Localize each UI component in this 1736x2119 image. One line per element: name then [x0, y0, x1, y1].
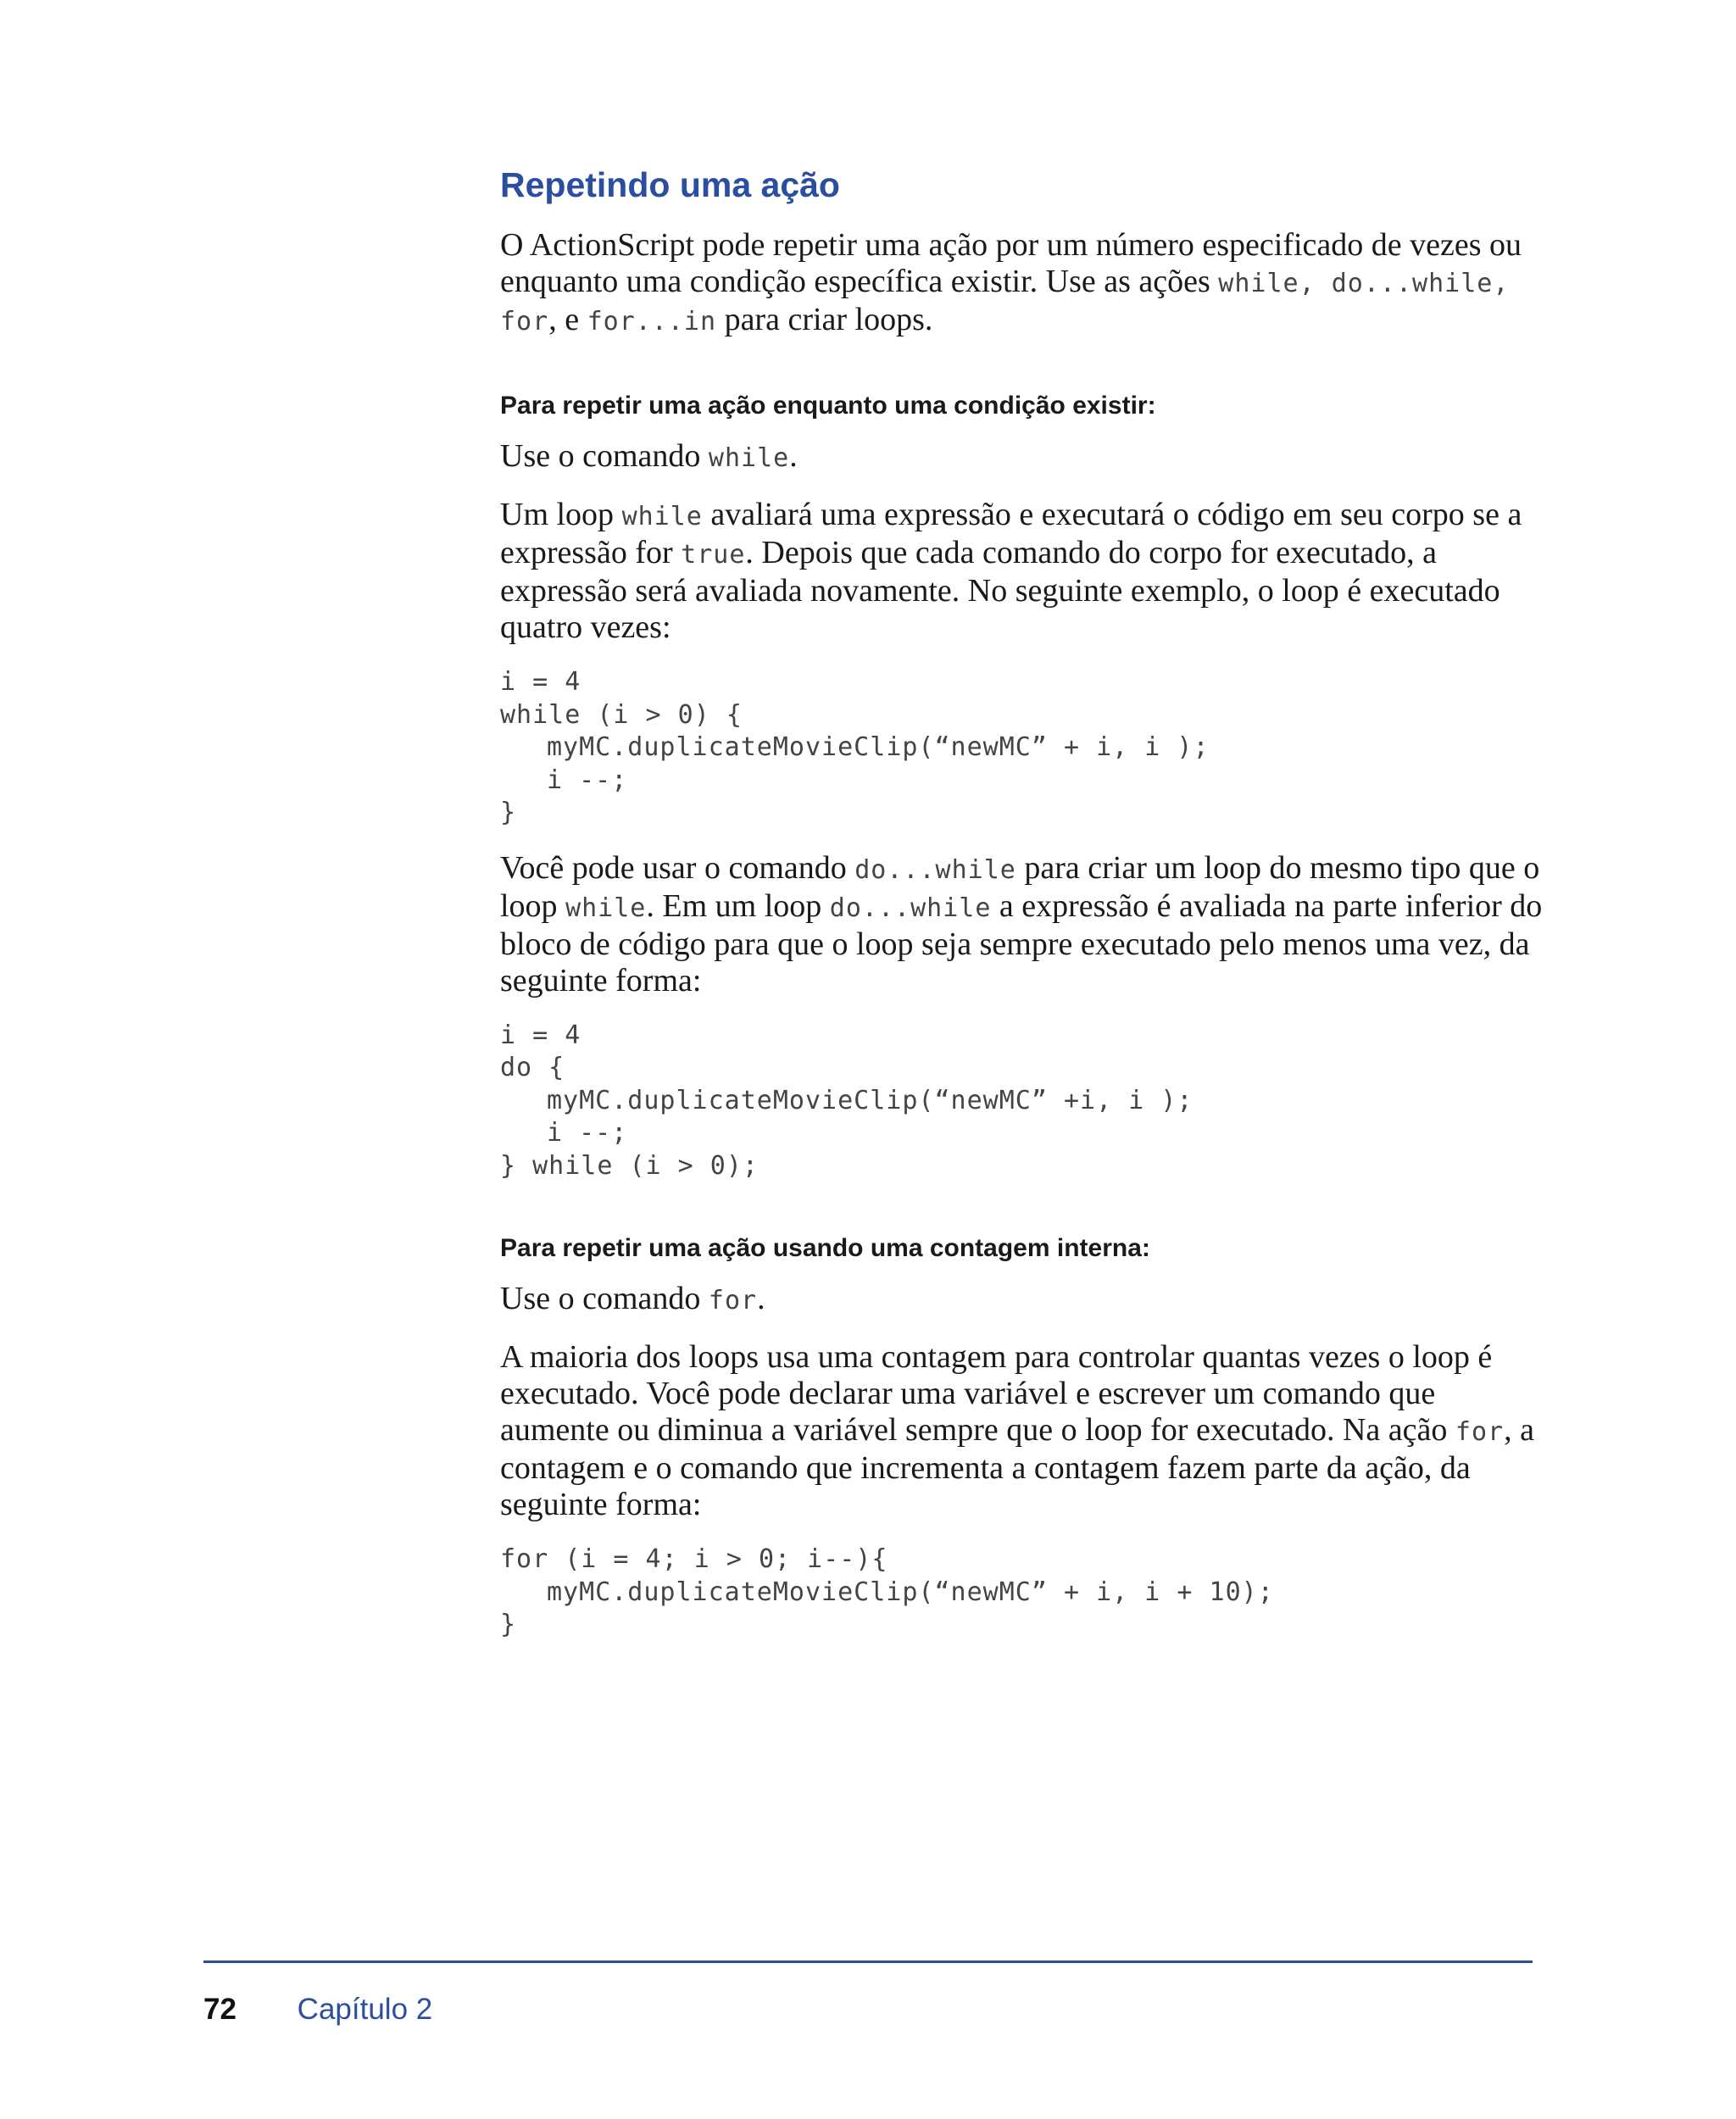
text-run: . [789, 438, 798, 474]
while-description [500, 497, 1544, 646]
text-run: A maioria dos loops usa uma contagem para controlar quantas vezes o loop é executado. Você pode declarar uma variável e escrever um comando que aumente ou diminua a variável sempre que o loop for executado. Na ação [500, 1339, 1493, 1448]
text-run: Use o comando [500, 1281, 709, 1316]
code-line: do { [500, 1053, 565, 1082]
while-code-block [500, 666, 1544, 830]
code-line: myMC.duplicateMovieClip(“newMC” +i, i ); [547, 1085, 1194, 1115]
page-footer [203, 1990, 432, 2029]
page-number: 72 [203, 1993, 236, 2026]
code-line: i = 4 [500, 1020, 581, 1050]
while-heading: Para repetir uma ação enquanto uma condição existir: [500, 392, 1156, 420]
dowhile-description [500, 850, 1544, 999]
inline-code: true [681, 540, 746, 570]
footer-divider [203, 1960, 1533, 1963]
code-line: i = 4 [500, 667, 581, 697]
inline-code: for [708, 1286, 758, 1315]
code-line: for (i = 4; i > 0; i--){ [500, 1544, 888, 1574]
section-title: Repetindo uma ação [500, 165, 840, 204]
text-run: O ActionScript pode repetir uma ação por um número especificado de vezes ou enquanto uma condição específica existir. Use as ações [500, 227, 1522, 299]
inline-code: for [1455, 1417, 1505, 1447]
page-content [500, 161, 1544, 1662]
inline-code: do...while [854, 854, 1016, 885]
for-code-block [500, 1543, 1544, 1642]
text-run: Um loop [500, 497, 622, 532]
text-run: para criar um loop do mesmo tipo que o loop [500, 849, 1540, 924]
text-run: Use o comando [500, 438, 709, 474]
text-run: para criar loops. [716, 302, 933, 337]
inline-code: while, do...while, for [500, 269, 1510, 336]
inline-code: while [708, 443, 790, 473]
code-line: } [500, 1610, 517, 1639]
chapter-label: Capítulo 2 [297, 1993, 433, 2026]
for-use-line [500, 1281, 1544, 1319]
code-line: i --; [547, 1118, 628, 1148]
dowhile-code-block [500, 1020, 1544, 1183]
inline-code: while [565, 893, 647, 923]
text-run: Você pode usar o comando [500, 849, 855, 886]
intro-paragraph [500, 227, 1544, 340]
text-run: . [757, 1281, 765, 1316]
text-run: avaliará uma expressão e executará o código em seu corpo se a expressão for [500, 497, 1522, 570]
inline-code: do...while [829, 893, 992, 923]
text-run: . Depois que cada comando do corpo for executado, a expressão será avaliada novamente. No seguinte exemplo, o loop é executado quatro vezes: [500, 535, 1500, 645]
for-description [500, 1339, 1544, 1523]
for-heading: Para repetir uma ação usando uma contagem interna: [500, 1234, 1150, 1262]
text-run: , a contagem e o comando que incrementa a contagem fazem parte da ação, da seguinte forma: [500, 1412, 1534, 1522]
inline-code: while [621, 502, 703, 531]
code-line: } while (i > 0); [500, 1150, 759, 1181]
code-line: } [500, 798, 517, 827]
code-line: myMC.duplicateMovieClip(“newMC” + i, i ); [547, 732, 1210, 762]
while-use-line [500, 438, 1544, 476]
inline-code: for...in [587, 307, 717, 336]
code-line: myMC.duplicateMovieClip(“newMC” + i, i + 10); [547, 1577, 1274, 1607]
text-run: , e [548, 302, 587, 337]
text-run: . Em um loop [646, 887, 830, 924]
text-run: a expressão é avaliada na parte inferior do bloco de código para que o loop seja sempre executado pelo menos uma vez, da seguinte forma: [500, 887, 1543, 998]
code-line: i --; [547, 765, 628, 795]
code-line: while (i > 0) { [500, 699, 743, 730]
